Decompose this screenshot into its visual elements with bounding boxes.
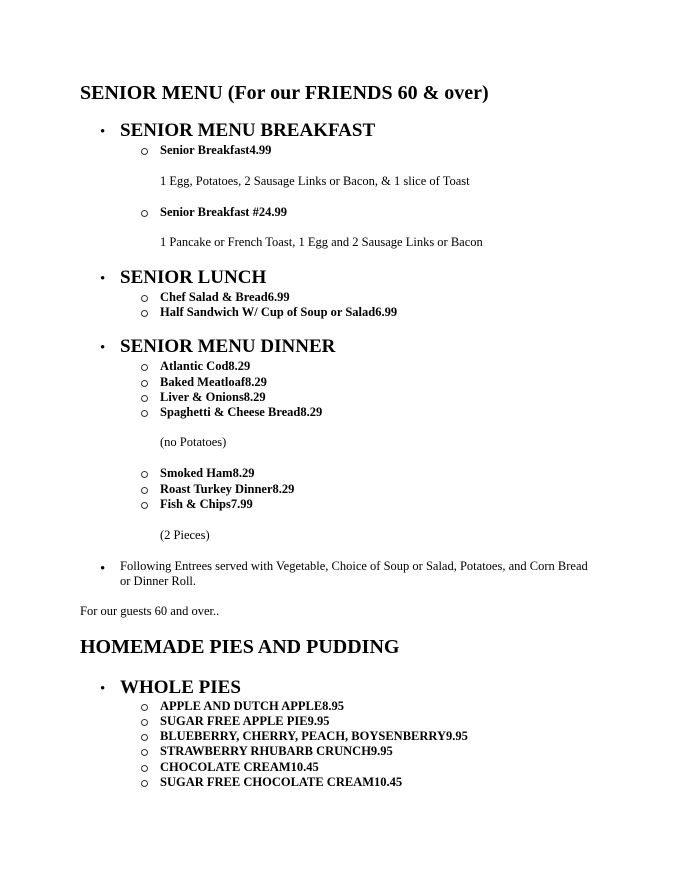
entrees-note: Following Entrees served with Vegetable, Choice of Soup or Salad, Potatoes, and Corn Bread or Dinner Roll. bbox=[120, 559, 588, 588]
menu-item: Roast Turkey Dinner8.29 bbox=[160, 482, 295, 496]
circle-bullet-icon bbox=[141, 410, 148, 417]
pie-item: BLUEBERRY, CHERRY, PEACH, BOYSENBERRY9.95 bbox=[160, 729, 468, 743]
circle-bullet-icon bbox=[141, 719, 148, 726]
menu-note: (2 Pieces) bbox=[160, 528, 210, 542]
page-title: SENIOR MENU (For our FRIENDS 60 & over) bbox=[80, 82, 489, 104]
bullet-glyph: • bbox=[100, 561, 106, 577]
circle-bullet-icon bbox=[141, 780, 148, 787]
menu-item: Fish & Chips7.99 bbox=[160, 497, 253, 511]
circle-bullet-icon bbox=[141, 210, 148, 217]
circle-bullet-icon bbox=[141, 471, 148, 478]
menu-item: Senior Breakfast #24.99 bbox=[160, 205, 287, 219]
circle-bullet-icon bbox=[141, 749, 148, 756]
bullet-glyph: • bbox=[100, 340, 106, 356]
breakfast-heading: SENIOR MENU BREAKFAST bbox=[120, 120, 376, 141]
bullet-glyph: • bbox=[100, 681, 106, 697]
pie-item: APPLE AND DUTCH APPLE8.95 bbox=[160, 699, 345, 713]
menu-item-description: 1 Pancake or French Toast, 1 Egg and 2 Sausage Links or Bacon bbox=[160, 235, 483, 249]
menu-item: Smoked Ham8.29 bbox=[160, 466, 255, 480]
circle-bullet-icon bbox=[141, 502, 148, 509]
circle-bullet-icon bbox=[141, 364, 148, 371]
menu-item: Baked Meatloaf8.29 bbox=[160, 375, 267, 389]
pie-item: CHOCOLATE CREAM10.45 bbox=[160, 760, 319, 774]
pie-item: STRAWBERRY RHUBARB CRUNCH9.95 bbox=[160, 744, 393, 758]
circle-bullet-icon bbox=[141, 310, 148, 317]
circle-bullet-icon bbox=[141, 487, 148, 494]
pie-item: SUGAR FREE APPLE PIE9.95 bbox=[160, 714, 330, 728]
guests-note: For our guests 60 and over.. bbox=[80, 604, 220, 618]
menu-item: Liver & Onions8.29 bbox=[160, 390, 266, 404]
pie-item: SUGAR FREE CHOCOLATE CREAM10.45 bbox=[160, 775, 403, 789]
circle-bullet-icon bbox=[141, 295, 148, 302]
circle-bullet-icon bbox=[141, 765, 148, 772]
circle-bullet-icon bbox=[141, 148, 148, 155]
pies-title: HOMEMADE PIES AND PUDDING bbox=[80, 636, 400, 658]
circle-bullet-icon bbox=[141, 395, 148, 402]
menu-item: Atlantic Cod8.29 bbox=[160, 359, 251, 373]
circle-bullet-icon bbox=[141, 734, 148, 741]
circle-bullet-icon bbox=[141, 380, 148, 387]
bullet-glyph: • bbox=[100, 124, 106, 140]
menu-item: Senior Breakfast4.99 bbox=[160, 143, 272, 157]
lunch-heading: SENIOR LUNCH bbox=[120, 267, 267, 288]
whole-pies-heading: WHOLE PIES bbox=[120, 677, 241, 698]
menu-item: Spaghetti & Cheese Bread8.29 bbox=[160, 405, 323, 419]
menu-item: Half Sandwich W/ Cup of Soup or Salad6.99 bbox=[160, 305, 398, 319]
menu-item-description: 1 Egg, Potatoes, 2 Sausage Links or Bacon, & 1 slice of Toast bbox=[160, 174, 470, 188]
menu-item: Chef Salad & Bread6.99 bbox=[160, 290, 290, 304]
circle-bullet-icon bbox=[141, 704, 148, 711]
menu-note: (no Potatoes) bbox=[160, 435, 227, 449]
bullet-glyph: • bbox=[100, 271, 106, 287]
dinner-heading: SENIOR MENU DINNER bbox=[120, 336, 336, 357]
